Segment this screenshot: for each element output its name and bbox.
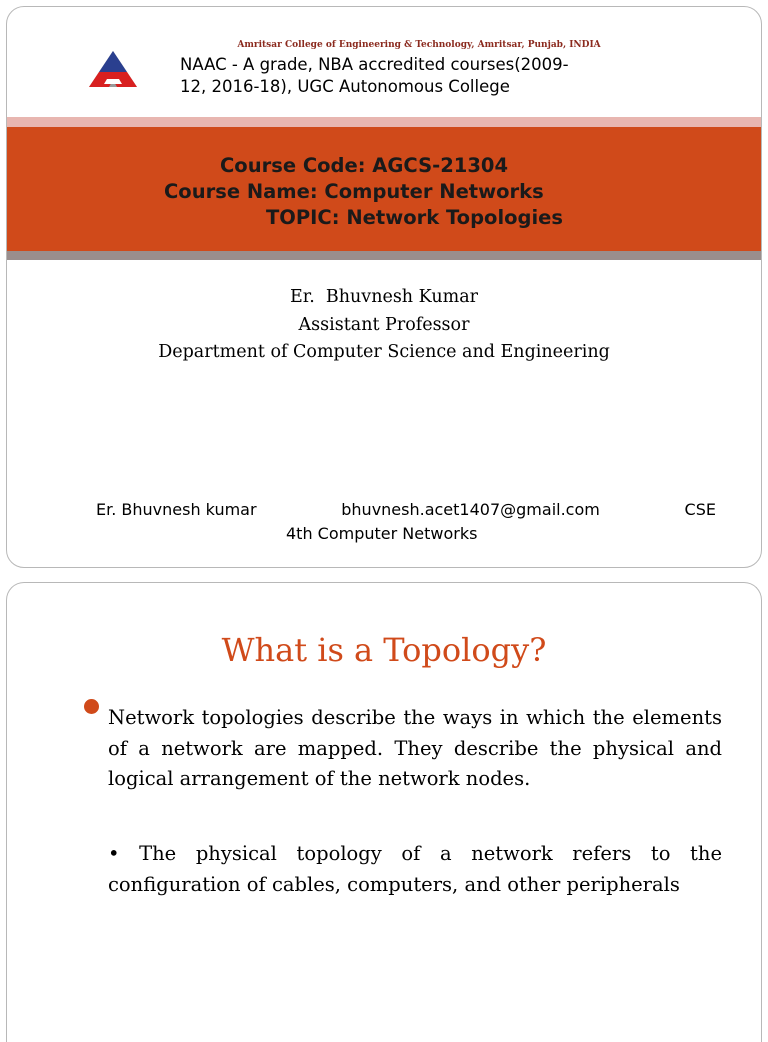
accreditation-line-1: NAAC - A grade, NBA accredited courses(2009- [180,55,569,74]
bullet-paragraph-1: Network topologies describe the ways in which the elements of a network are mapped. They describe the physical and logical arrangement of the network nodes. [108,706,722,790]
content-slide [6,582,762,1042]
pink-divider-bar [7,117,761,127]
footer-course: 4th Computer Networks [286,524,478,543]
footer-email: bhuvnesh.acet1407@gmail.com [341,500,600,519]
author-name: Er. Bhuvnesh Kumar [290,287,478,307]
author-department: Department of Computer Science and Engineering [158,342,610,362]
course-name: Course Name: Computer Networks [164,180,544,203]
author-title: Assistant Professor [298,314,470,335]
slide-title: What is a Topology? [221,631,547,669]
footer-dept: CSE [684,500,716,519]
accreditation-line-2: 12, 2016-18), UGC Autonomous College [180,77,510,96]
slide-footer [96,498,716,546]
footer-name: Er. Bhuvnesh kumar [96,500,257,519]
college-logo-icon [87,49,139,89]
gray-divider-bar [7,251,761,260]
author-block [7,284,761,367]
accreditation-text [180,54,650,98]
bullet-dot-icon [84,699,99,714]
course-info [7,153,761,231]
college-name: Amritsar College of Engineering & Technology, Amritsar, Punjab, INDIA [237,40,601,50]
course-code: Course Code: AGCS-21304 [220,154,509,177]
course-topic: TOPIC: Network Topologies [266,206,563,229]
title-slide [6,6,762,568]
bullet-paragraph-2: • The physical topology of a network refers to the configuration of cables, computers, and other peripherals [108,842,722,896]
